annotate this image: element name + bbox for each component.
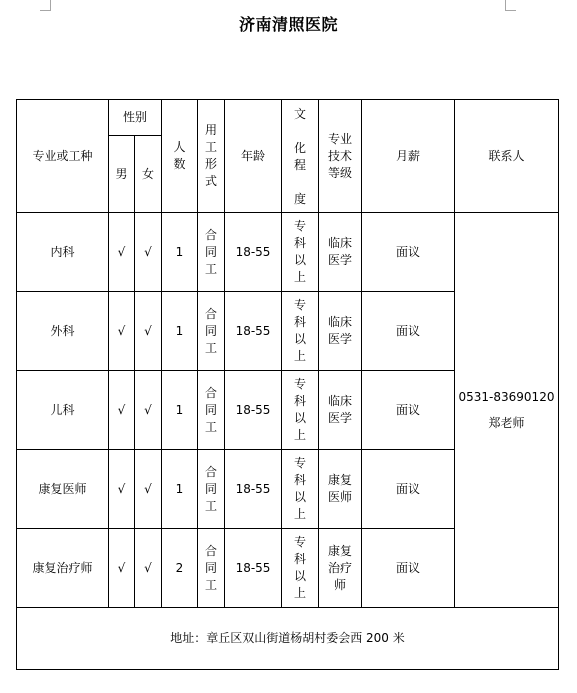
row-education: 专 科 以 上	[282, 529, 319, 608]
row-salary: 面议	[362, 450, 455, 529]
row-tech-level: 康复 治疗 师	[319, 529, 362, 608]
row-employment: 合 同 工	[198, 292, 225, 371]
row-count: 1	[162, 371, 198, 450]
row-salary: 面议	[362, 292, 455, 371]
row-count: 2	[162, 529, 198, 608]
row-specialty: 康复治疗师	[17, 529, 109, 608]
header-male: 男	[109, 136, 135, 213]
row-specialty: 康复医师	[17, 450, 109, 529]
header-employment-type: 用 工 形 式	[198, 100, 225, 213]
row-count: 1	[162, 450, 198, 529]
header-salary: 月薪	[362, 100, 455, 213]
row-female-check: √	[135, 213, 162, 292]
row-male-check: √	[109, 213, 135, 292]
row-tech-level: 临床 医学	[319, 292, 362, 371]
header-gender: 性别	[109, 100, 162, 136]
row-male-check: √	[109, 529, 135, 608]
row-female-check: √	[135, 371, 162, 450]
row-female-check: √	[135, 292, 162, 371]
contact-name: 郑老师	[488, 416, 525, 430]
row-salary: 面议	[362, 371, 455, 450]
header-education: 文 化 程 度	[282, 100, 319, 213]
header-female: 女	[135, 136, 162, 213]
row-age: 18-55	[225, 213, 282, 292]
page-corner-mark-right	[505, 0, 516, 11]
row-tech-level: 康复 医师	[319, 450, 362, 529]
row-education: 专 科 以 上	[282, 292, 319, 371]
row-female-check: √	[135, 529, 162, 608]
header-contact: 联系人	[455, 100, 559, 213]
row-tech-level: 临床 医学	[319, 371, 362, 450]
row-age: 18-55	[225, 450, 282, 529]
row-female-check: √	[135, 450, 162, 529]
row-salary: 面议	[362, 213, 455, 292]
row-tech-level: 临床 医学	[319, 213, 362, 292]
header-headcount: 人 数	[162, 100, 198, 213]
row-count: 1	[162, 292, 198, 371]
row-education: 专 科 以 上	[282, 371, 319, 450]
row-age: 18-55	[225, 292, 282, 371]
header-age: 年龄	[225, 100, 282, 213]
header-specialty: 专业或工种	[17, 100, 109, 213]
row-specialty: 内科	[17, 213, 109, 292]
row-specialty: 外科	[17, 292, 109, 371]
contact-phone: 0531-83690120	[458, 390, 555, 404]
table-row	[17, 213, 559, 292]
row-male-check: √	[109, 292, 135, 371]
address-cell: 地址：章丘区双山街道杨胡村委会西 200 米	[17, 608, 559, 670]
row-specialty: 儿科	[17, 371, 109, 450]
row-employment: 合 同 工	[198, 529, 225, 608]
row-education: 专 科 以 上	[282, 213, 319, 292]
document-title: 济南清照医院	[238, 15, 338, 34]
row-employment: 合 同 工	[198, 213, 225, 292]
row-male-check: √	[109, 450, 135, 529]
row-male-check: √	[109, 371, 135, 450]
row-employment: 合 同 工	[198, 450, 225, 529]
row-salary: 面议	[362, 529, 455, 608]
header-tech-level: 专业 技术 等级	[319, 100, 362, 213]
row-education: 专 科 以 上	[282, 450, 319, 529]
row-employment: 合 同 工	[198, 371, 225, 450]
recruitment-table	[16, 99, 559, 670]
row-count: 1	[162, 213, 198, 292]
contact-cell	[455, 213, 559, 608]
row-age: 18-55	[225, 529, 282, 608]
page-corner-mark-left	[40, 0, 51, 11]
row-age: 18-55	[225, 371, 282, 450]
